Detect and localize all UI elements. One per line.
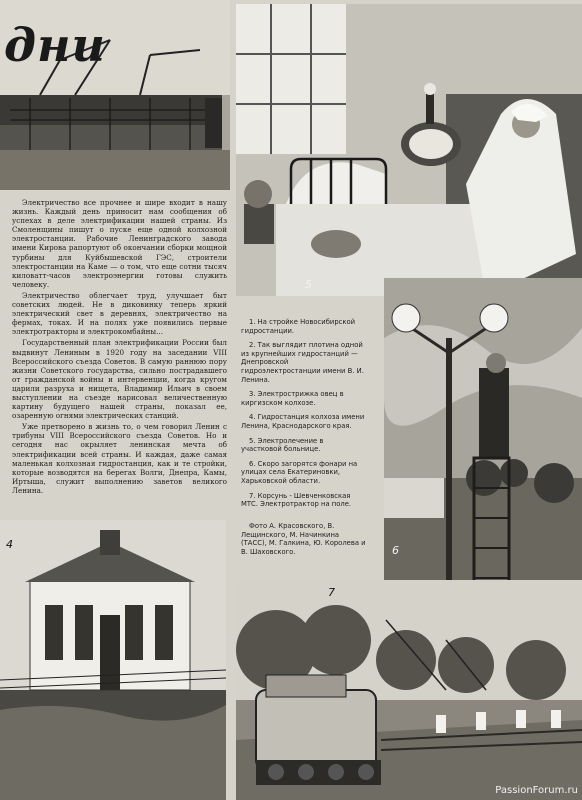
article-paragraph: Государственный план электрификации России был выдвинут Лениным в 1920 году на заседании VIII Всероссийского съезда Советов. В самую раннюю пору жизни Советского государства, сильно пострадавшего от гражданской войны и интервенции, когда кругом царили разруха и нищета, Владимир Ильич в своем выступлении на съезде нарисовал величественную картину будущего нашей страны, показал ее, озаренную огнями электрических станций. xyxy=(12,338,227,421)
hydrostation-photo xyxy=(0,520,226,800)
watermark: PassionForum.ru xyxy=(495,785,578,796)
photo-number: 5 xyxy=(305,278,312,291)
hospital-photo xyxy=(236,4,582,296)
article-paragraph: Электричество облегчает труд, улучшает быт советских людей. Не в диковинку теперь яркий электрический свет в деревнях, электричество на фермах, токах. И на полях уже появились первые электротракторы и электрокомбайны... xyxy=(12,290,227,337)
caption: 1. На стройке Новосибирской гидростанции. xyxy=(241,318,356,335)
caption: 7. Корсунь - Шевченковская МТС. Электротрактор на поле. xyxy=(241,491,352,509)
page-heading: дни xyxy=(4,18,106,72)
photo-number: 4 xyxy=(6,538,13,551)
caption: 2. Так выглядит плотина одной из крупнейших гидростанций — Днепровской гидроэлектростанции имени В. И. Ленина. xyxy=(241,341,364,384)
street-lamp-photo xyxy=(384,278,582,610)
article-paragraph: Уже претворено в жизнь то, о чем говорил Ленин с трибуны VIII Всероссийского съезда Советов. Но и сегодня нас окрыляет ленинская мечта об электрификации всей страны. И каждая, даже самая маленькая колхозная гидростанция, как и те стройки, которые возводятся на берегах Волги, Днепра, Камы, Иртыша, служит выполнению заветов великого Ленина. xyxy=(12,422,227,495)
caption: 3. Электрострижка овец в киргизском колхозе. xyxy=(241,390,344,407)
photo-captions xyxy=(241,318,366,515)
electrotractor-photo xyxy=(236,580,582,800)
caption: 4. Гидростанция колхоза имени Ленина, Краснодарского края. xyxy=(241,413,365,430)
photo-number: 6 xyxy=(392,544,399,557)
caption: 6. Скоро загорятся фонари на улицах села Екатериновки, Харьковской области. xyxy=(241,459,358,485)
photo-number: 7 xyxy=(328,586,335,599)
article-paragraph: Электричество все прочнее и шире входит в нашу жизнь. Каждый день приносит нам сообщения об успехах в деле электрификации нашей страны. Из Смоленщины пишут о пуске еще одной колхозной электростанции. Рабочие Ленинградского завода имени Кирова рапортуют об окончании сборки мощной турбины для Куйбышевской ГЭС, строители электростанции на Каме — о том, что еще сотни тысяч киловатт-часов электроэнергии готовы служить человеку. xyxy=(12,198,227,289)
photo-credits: Фото А. Красовского, В. Лещинского, М. Начинкина (ТАСС), М. Галкина, Ю. Королева и В. Шаховского. xyxy=(241,522,366,556)
caption: 5. Электролечение в участковой больнице. xyxy=(241,436,324,454)
article-text xyxy=(12,198,227,497)
